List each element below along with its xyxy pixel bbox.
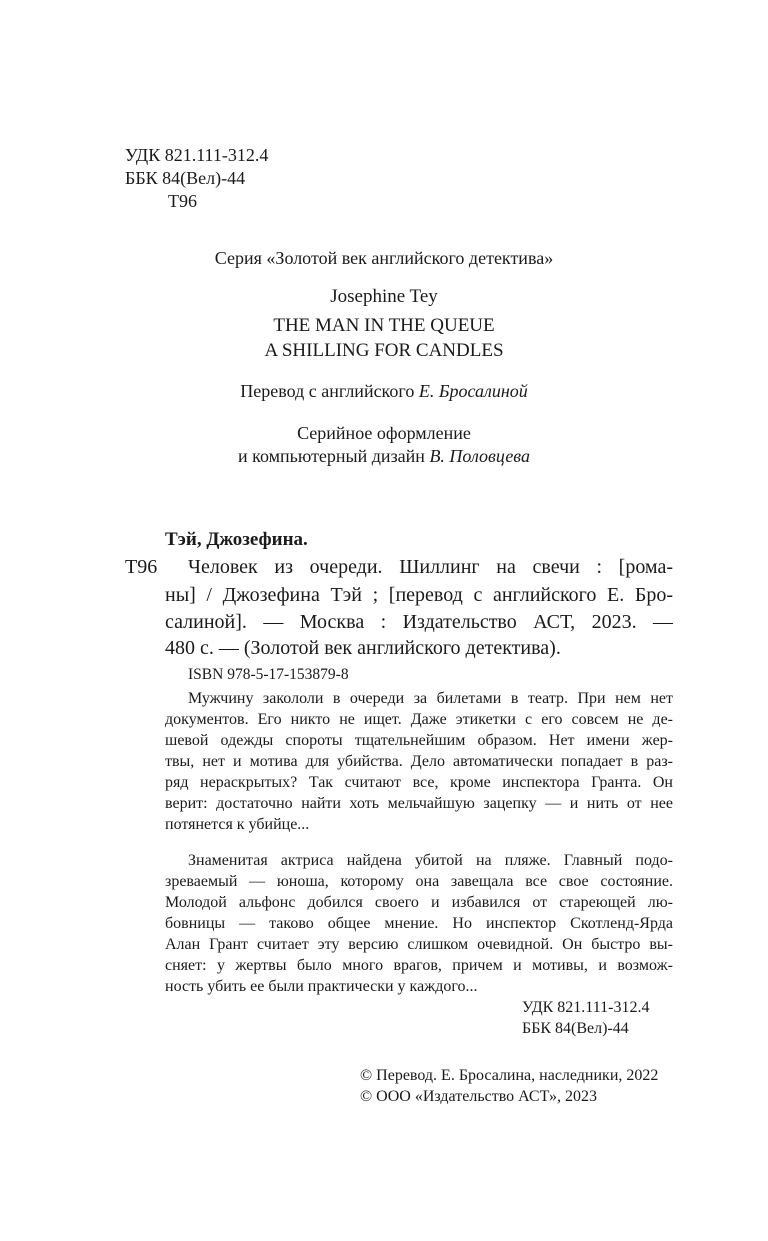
copyright-publisher: © ООО «Издательство АСТ», 2023	[360, 1088, 597, 1105]
design-credit-line2	[0, 446, 768, 467]
bbk-code: ББК 84(Вел)-44	[125, 168, 246, 188]
annotation1-line-6: верит: достаточно найти хоть мельчайшую зацепку — и нить от нее	[165, 795, 673, 812]
annotation1-line-5: ряд нераскрытых? Так считают все, кроме инспектора Гранта. Он	[165, 774, 673, 791]
annotation1-line-4: твы, нет и мотива для убийства. Дело автоматически попадает в раз-	[165, 753, 673, 770]
annotation1-line-2: документов. Его никто не ищет. Даже этикетки с его совсем не де-	[165, 711, 673, 728]
author-mark: Т96	[168, 191, 197, 211]
copyright-translation: © Перевод. Е. Бросалина, наследники, 2022	[360, 1067, 659, 1084]
isbn: ISBN 978-5-17-153879-8	[188, 666, 349, 683]
translator-name: Е. Бросалиной	[418, 381, 528, 401]
original-author: Josephine Tey	[330, 286, 438, 307]
annotation2-line-3: Молодой альфонс добился своего и избавился от стареющей лю-	[165, 894, 673, 911]
footer-bbk-code: ББК 84(Вел)-44	[522, 1020, 629, 1037]
catalog-mark: Т96	[125, 556, 158, 578]
annotation2-line-6: сняет: у жертвы было много врагов, причем и мотивы, и возмож-	[165, 957, 673, 974]
catalog-line-1: Человек из очереди. Шиллинг на свечи : [рома-	[188, 556, 673, 578]
catalog-line-3: салиной]. — Москва : Издательство АСТ, 2023. —	[165, 611, 673, 633]
series-title: Серия «Золотой век английского детектива»	[214, 248, 554, 268]
annotation1-line-7: потянется к убийце...	[165, 816, 310, 833]
catalog-line-4: 480 с. — (Золотой век английского детектива).	[165, 637, 561, 659]
translation-prefix: Перевод с английского	[240, 381, 419, 401]
annotation2-line-1: Знаменитая актриса найдена убитой на пляже. Главный подо-	[188, 852, 673, 869]
annotation2-line-5: Алан Грант считает эту версию слишком очевидной. Он быстро вы-	[165, 936, 673, 953]
catalog-line-2: ны] / Джозефина Тэй ; [перевод с английского Е. Бро-	[165, 584, 673, 606]
designer-name: В. Половцева	[429, 446, 530, 466]
annotation2-line-2: зреваемый — юноша, которому она завещала все свое состояние.	[165, 873, 673, 890]
translation-credit	[0, 381, 768, 402]
annotation2-line-7: ность убить ее были практически у каждого...	[165, 978, 478, 995]
udk-code: УДК 821.111-312.4	[125, 145, 269, 165]
design-prefix: и компьютерный дизайн	[238, 446, 430, 466]
annotation2-line-4: бовницы — таково общее мнение. Но инспектор Скотленд-Ярда	[165, 915, 673, 932]
annotation1-line-3: шевой одежды спороты тщательнейшим образом. Нет имени жер-	[165, 732, 673, 749]
original-title-2: A SHILLING FOR CANDLES	[264, 340, 504, 361]
design-credit-line1: Серийное оформление	[297, 423, 471, 443]
catalog-heading: Тэй, Джозефина.	[165, 529, 308, 550]
footer-udk-code: УДК 821.111-312.4	[522, 999, 650, 1016]
original-title-1: THE MAN IN THE QUEUE	[273, 315, 495, 336]
annotation1-line-1: Мужчину закололи в очереди за билетами в театр. При нем нет	[188, 690, 673, 707]
